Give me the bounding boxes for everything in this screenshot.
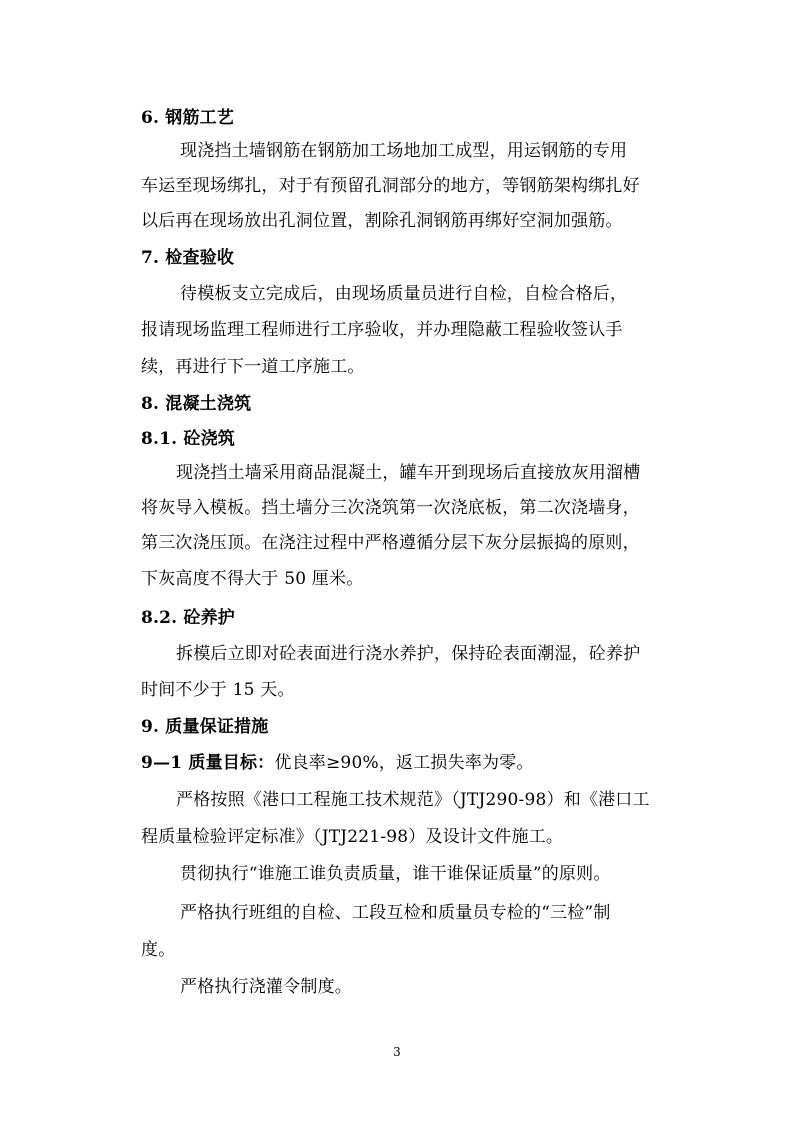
paragraph-line: 将灰导入模板。挡土墙分三次浇筑第一次浇底板，第二次浇墙身， [141, 498, 640, 518]
paragraph-line: 严格执行班组的自检、工段互检和质量员专检的“三检”制 [180, 903, 611, 923]
paragraph-line: 时间不少于 15 天。 [141, 680, 295, 700]
paragraph-line: 续，再进行下一道工序施工。 [141, 357, 365, 377]
paragraph-line: 度。 [141, 940, 176, 960]
paragraph-line: 报请现场监理工程师进行工序验收，并办理隐蔽工程验收签认手 [141, 320, 623, 340]
paragraph-line: 第三次浇压顶。在浇注过程中严格遵循分层下灰分层振捣的原则， [141, 533, 640, 553]
paragraph-line: 现浇挡土墙钢筋在钢筋加工场地加工成型，用运钢筋的专用 [180, 141, 628, 161]
paragraph-line: 现浇挡土墙采用商品混凝土，罐车开到现场后直接放灰用溜槽 [176, 463, 641, 483]
quality-goal-label: 9—1 质量目标： [141, 753, 275, 773]
section-heading-9: 9. 质量保证措施 [141, 717, 269, 737]
subsection-heading-8-2: 8.2. 砼养护 [141, 608, 236, 628]
subsection-heading-8-1: 8.1. 砼浇筑 [141, 429, 236, 449]
paragraph-line: 拆模后立即对砼表面进行浇水养护，保持砼表面潮湿，砼养护 [176, 644, 641, 664]
section-heading-7: 7. 检查验收 [141, 248, 235, 268]
page-number: 3 [393, 1045, 401, 1059]
paragraph-line: 严格执行浇灌令制度。 [180, 977, 352, 997]
paragraph-line: 以后再在现场放出孔洞位置，割除孔洞钢筋再绑好空洞加强筋。 [141, 211, 623, 231]
section-heading-8: 8. 混凝土浇筑 [141, 394, 252, 414]
paragraph-line: 贯彻执行“谁施工谁负责质量，谁干谁保证质量”的原则。 [180, 864, 611, 884]
paragraph-line: 车运至现场绑扎，对于有预留孔洞部分的地方，等钢筋架构绑扎好 [141, 176, 640, 196]
quality-goal-text: 优良率≥90%，返工损失率为零。 [274, 753, 534, 773]
quality-goal-line [141, 752, 534, 774]
section-heading-6: 6. 钢筋工艺 [141, 108, 235, 128]
paragraph-line: 下灰高度不得大于 50 厘米。 [141, 569, 364, 589]
paragraph-line: 程质量检验评定标准》（JTJ221-98）及设计文件施工。 [141, 827, 564, 847]
paragraph-line: 严格按照《港口工程施工技术规范》（JTJ290-98）和《港口工 [176, 790, 650, 810]
paragraph-line: 待模板支立完成后，由现场质量员进行自检，自检合格后， [180, 284, 628, 304]
